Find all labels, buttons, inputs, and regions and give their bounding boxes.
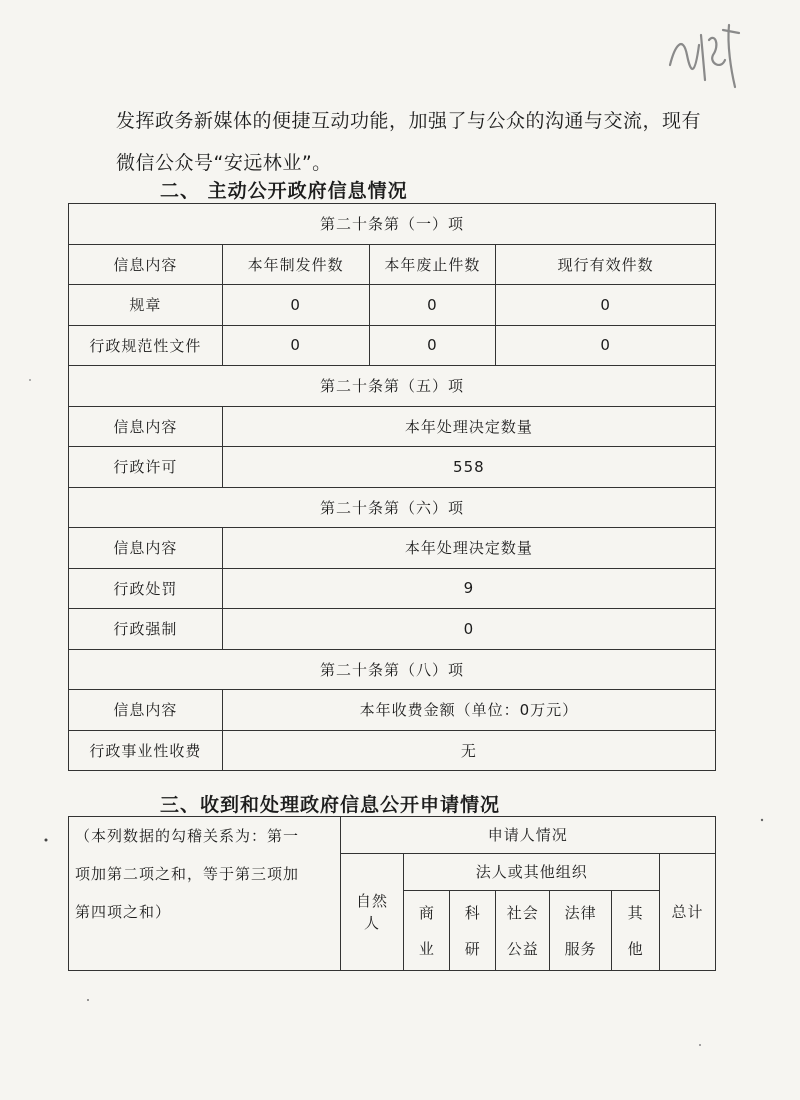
table-row [69,285,716,326]
column-header: 信息内容 [69,406,223,447]
header-line: 他 [627,939,644,958]
row-label: 行政事业性收费 [69,730,223,771]
row-label: 行政规范性文件 [69,325,223,366]
row-label: 规章 [69,285,223,326]
category-legal-service [550,891,612,971]
header-line: 公益 [506,939,539,958]
column-header: 信息内容 [69,244,223,285]
category-research [450,891,496,971]
table-header-row [69,406,716,447]
intro-paragraph [116,100,736,184]
table-row [69,568,716,609]
column-header: 现行有效件数 [496,244,716,285]
column-header: 本年处理决定数量 [222,406,715,447]
note-line: 第四项之和） [75,903,172,921]
header-line: 法律 [564,903,597,922]
art20-5-header: 第二十条第（五）项 [69,366,716,407]
header-line: 其 [627,903,644,922]
table-section-header [69,366,716,407]
cell-value: 0 [369,285,496,326]
intro-line-2: 微信公众号“安远林业”。 [116,152,332,174]
total-header: 总计 [660,854,716,971]
header-line: 科 [464,903,481,922]
cell-value: 0 [222,285,369,326]
table-header-row [69,817,716,854]
column-header: 信息内容 [69,528,223,569]
table-row [69,730,716,771]
cell-value: 0 [222,325,369,366]
column-header: 本年制发件数 [222,244,369,285]
header-line: 人 [363,914,380,932]
cell-value: 0 [496,285,716,326]
table-row [69,447,716,488]
category-public-welfare [496,891,550,971]
cell-value: 0 [222,609,715,650]
cell-value: 0 [496,325,716,366]
category-other [612,891,660,971]
cell-value: 558 [222,447,715,488]
column-header: 本年处理决定数量 [222,528,715,569]
section-3-title: 三、收到和处理政府信息公开申请情况 [160,794,501,816]
table-section-header [69,649,716,690]
column-header: 本年废止件数 [369,244,496,285]
header-line: 商 [418,903,435,922]
legal-entity-header: 法人或其他组织 [404,854,660,891]
cell-value: 9 [222,568,715,609]
header-line: 业 [418,939,435,958]
application-table [68,816,716,971]
header-line: 研 [464,939,481,958]
note-line: 项加第二项之和，等于第三项加 [75,865,300,883]
table-header-row [69,690,716,731]
art20-6-header: 第二十条第（六）项 [69,487,716,528]
applicant-header: 申请人情况 [340,817,715,854]
table-header-row [69,528,716,569]
column-header: 本年收费金额（单位：0万元） [222,690,715,731]
art20-8-header: 第二十条第（八）项 [69,649,716,690]
note-line: （本列数据的勾稽关系为：第一 [75,827,300,845]
header-line: 服务 [564,939,597,958]
art20-1-header: 第二十条第（一）项 [69,204,716,245]
row-label: 行政强制 [69,609,223,650]
natural-person-header [340,854,404,971]
category-commercial [404,891,450,971]
table-section-header [69,204,716,245]
table-row [69,609,716,650]
header-line: 社会 [506,903,539,922]
column-header: 信息内容 [69,690,223,731]
reconciliation-note [69,817,341,971]
header-line: 自然 [355,892,388,910]
table-header-row [69,244,716,285]
table-section-header [69,487,716,528]
section-2-title: 二、 主动公开政府信息情况 [160,180,408,202]
handwritten-signature [665,15,745,90]
table-row [69,325,716,366]
active-disclosure-table [68,203,716,771]
cell-value: 无 [222,730,715,771]
row-label: 行政许可 [69,447,223,488]
cell-value: 0 [369,325,496,366]
row-label: 行政处罚 [69,568,223,609]
intro-line-1: 发挥政务新媒体的便捷互动功能，加强了与公众的沟通与交流，现有 [116,110,702,132]
